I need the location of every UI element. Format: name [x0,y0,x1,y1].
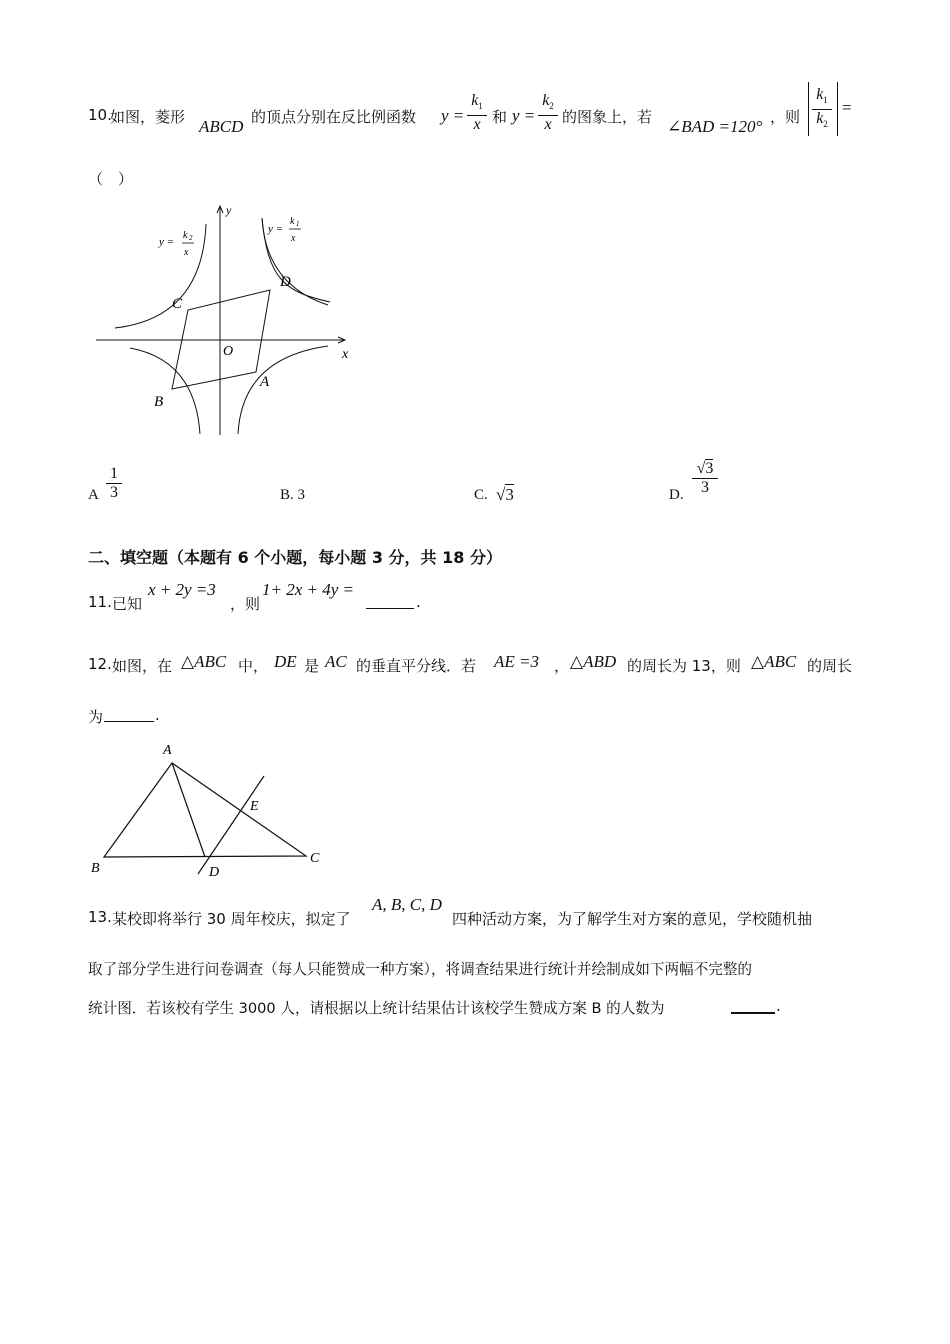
q12-text-4: 的垂直平分线．若 [356,657,477,675]
q10-text-4: ，则 [770,108,801,126]
q10-option-d-fraction [692,460,718,497]
q12-ac: AC [325,652,347,671]
q12-text-1: 如图，在 [112,657,173,675]
q10-func2-fraction [538,92,558,134]
q10-text-1: 如图，菱形 [110,108,186,126]
q10-rhombus-name: ABCD [199,117,244,136]
q10-option-c-radicand: 3 [505,485,514,504]
q10-option-d-radicand: 3 [705,460,714,477]
q10-answer-paren: （ ） [88,170,134,188]
q12-ae: AE =3 [494,652,539,671]
graph-label-a: A [260,374,270,390]
q13-letters: A, B, C, D [372,895,442,914]
curve-k2-lower [238,346,328,434]
q10-ratio-fraction [812,86,832,133]
graph-func2-y: y = [159,236,175,248]
q10-ratio-sub2: 2 [823,119,828,130]
q12-triangle-abd: △ABD [570,652,617,671]
q10-func1-sub: 1 [478,101,483,112]
q11-expression-2: 1+ 2x + 4y = [262,580,355,599]
q10-func2-y: y = [512,106,536,125]
q10-and: 和 [492,108,508,126]
q10-func2-k: k [542,92,550,109]
q10-func2-x: x [544,116,552,134]
q13-line-3: 统计图．若该校有学生 3000 人，请根据以上统计结果估计该校学生赞成方案 B 的人数为 [88,1000,665,1017]
q10-func1-x: x [473,116,481,134]
q13-text-2: 四种活动方案，为了解学生对方案的意见，学校随机抽 [452,910,813,928]
q13-number: 13. [88,908,112,926]
graph-label-c: C [172,296,183,312]
q10-option-c-sqrt [496,485,514,505]
graph-label-x: x [342,347,349,362]
triangle-abc [104,763,306,857]
radical-sign: √ [496,485,506,504]
q10-func2-sub: 2 [549,101,554,112]
q11-text-2: ，则 [230,595,261,613]
graph-func2-x: x [184,247,189,258]
q10-func1-k: k [471,92,479,109]
q10-option-b: B. 3 [280,487,306,503]
q13-line-2: 取了部分学生进行问卷调查（每人只能赞成一种方案），将调查结果进行统计并绘制成如下两幅不完整的 [88,961,753,978]
section-2-heading: 二、填空题（本题有 6 个小题，每小题 3 分，共 18 分） [88,548,502,567]
q10-option-d-den: 3 [701,479,709,496]
q11-end: . [416,593,421,611]
graph-label-y: y [226,203,232,217]
radical-sign: √ [696,460,706,477]
q10-option-a-label: A [88,487,99,503]
q10-graph [90,200,370,440]
q12-de: DE [274,652,297,671]
q13-text-1: 某校即将举行 30 周年校庆，拟定了 [112,910,351,928]
fig-label-b: B [91,861,100,876]
q12-end: . [155,706,160,724]
q10-number: 10. [88,106,112,124]
q10-ratio-k1: k [816,86,824,103]
q12-answer-blank[interactable] [104,705,154,722]
q10-text-2: 的顶点分别在反比例函数 [251,108,417,126]
q12-text-3: 是 [304,657,320,675]
q10-angle: ∠BAD =120° [667,117,763,136]
q12-triangle-figure [88,738,328,883]
perpendicular-bisector-de [198,776,264,874]
q10-option-a-fraction [106,465,122,502]
q12-number: 12. [88,655,112,673]
graph-func2-sub: 2 [189,234,193,242]
graph-label-o: O [223,344,234,359]
fig-label-e: E [250,799,259,814]
q10-func1-y: y = [441,106,465,125]
q11-number: 11. [88,593,112,611]
q13-answer-blank[interactable] [731,996,775,1014]
graph-label-b: B [154,394,164,410]
q11-answer-blank[interactable] [366,592,414,609]
q10-ratio-sub1: 1 [823,95,828,106]
graph-label-d: D [280,274,291,290]
q12-triangle-abc-2: △ABC [751,652,797,671]
fig-label-d: D [209,865,220,880]
q12-text-8: 为 [88,708,104,726]
fig-label-c: C [310,851,320,866]
q10-ratio-k2: k [816,110,824,128]
q11-expression-1: x + 2y =3 [148,580,216,599]
q10-option-d-label: D. [669,487,684,503]
q12-text-5: ， [554,657,570,675]
curve-k1-lower [130,348,200,434]
q12-text-6: 的周长为 13，则 [627,657,741,675]
q10-option-a-num: 1 [110,465,118,482]
q12-triangle-abc: △ABC [181,652,227,671]
q10-option-a-den: 3 [110,484,118,501]
graph-func1-k: k [290,216,295,227]
q10-func1-fraction [467,92,487,134]
graph-func1-y: y = [268,223,284,235]
graph-func1-sub: 1 [296,220,300,228]
graph-func1-x: x [291,233,296,244]
q10-text-3: 的图象上，若 [562,108,653,126]
q12-text-7: 的周长 [807,657,853,675]
q13-end: . [776,997,781,1015]
graph-func2-k: k [183,230,188,241]
q10-option-c-label: C. [474,487,488,503]
fig-label-a: A [163,743,172,758]
q10-equals: = [842,98,852,117]
segment-ad [172,763,205,857]
q11-text-1: 已知 [112,595,143,613]
q12-text-2: 中， [238,657,269,675]
